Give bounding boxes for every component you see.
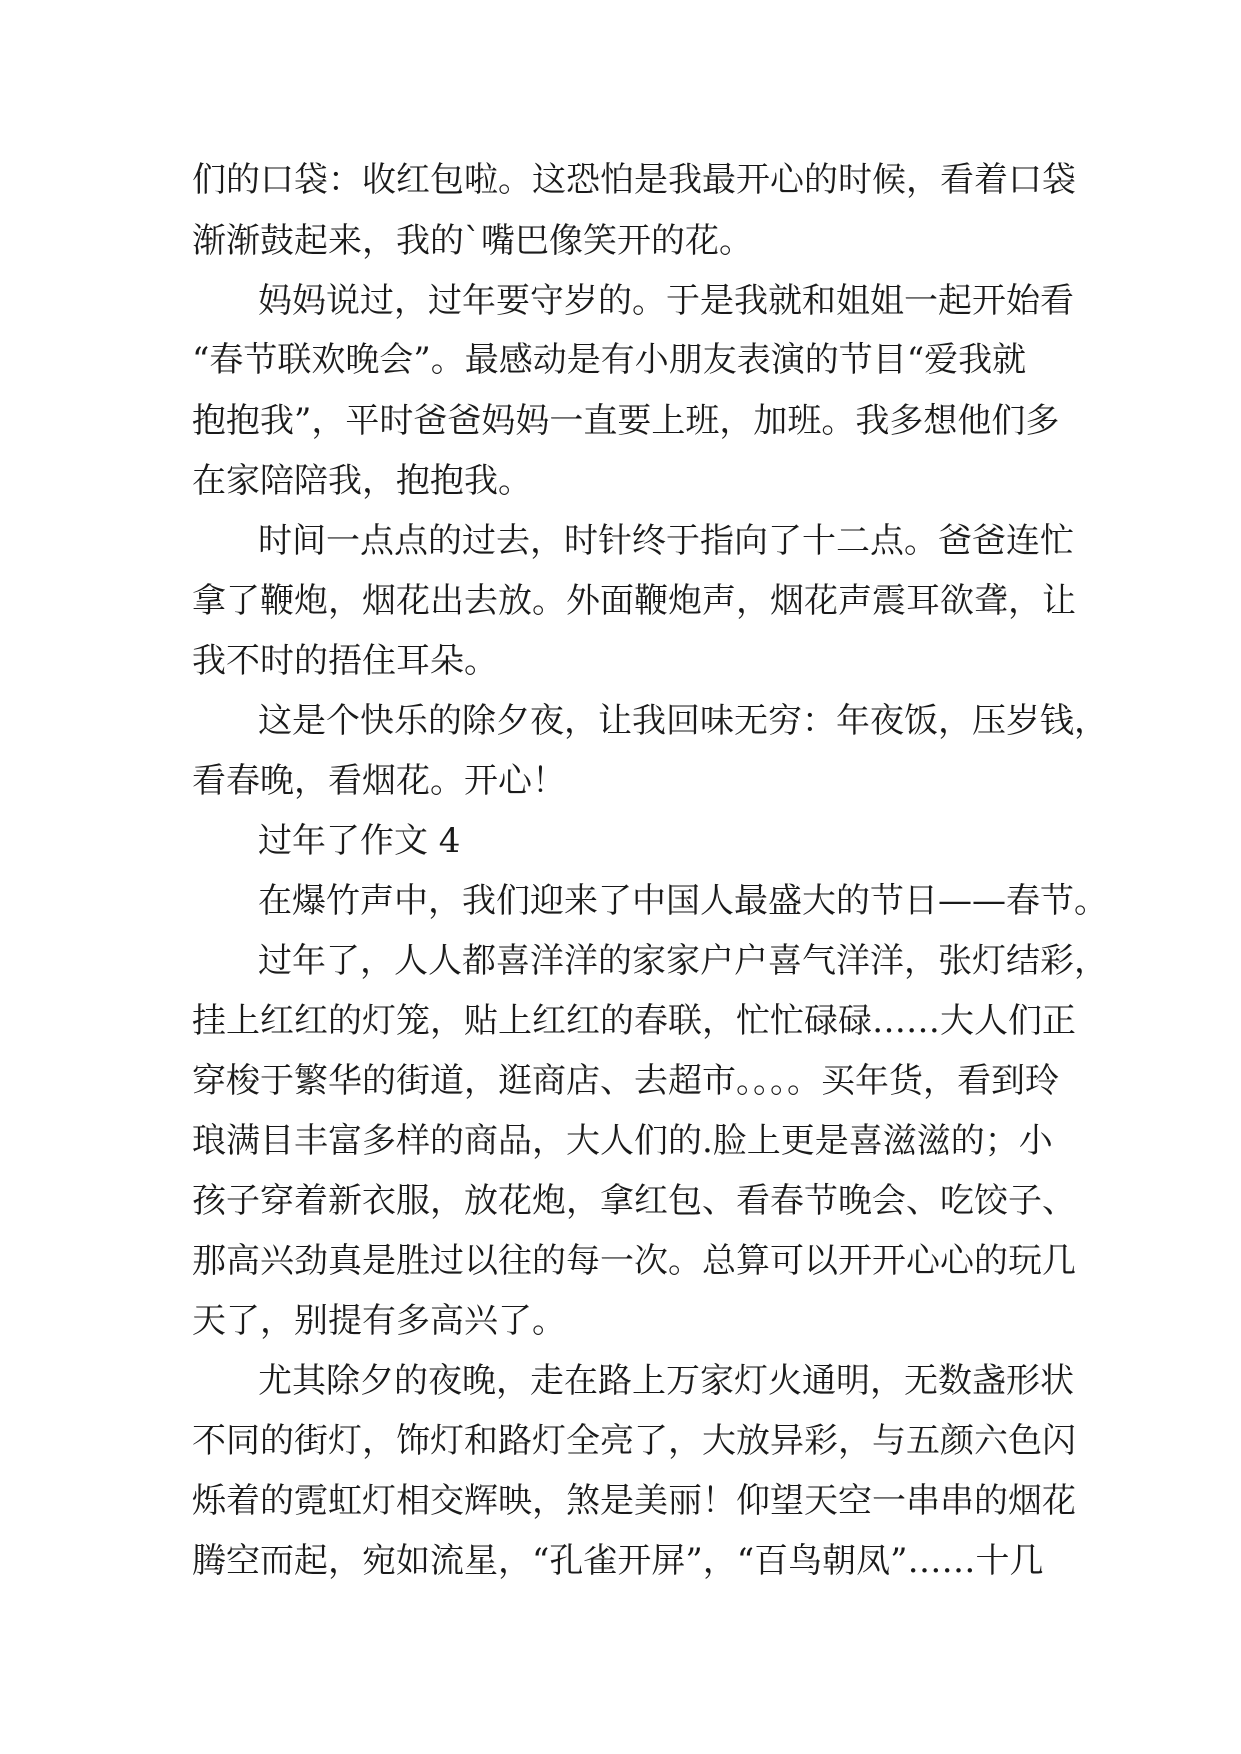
text-line-16: 穿梭于繁华的街道，逛商店、去超市。。。。买年货，看到玲 [192, 1061, 1059, 1101]
text-line-17: 琅满目丰富多样的商品，大人们的.脸上更是喜滋滋的；小 [192, 1121, 1053, 1161]
text-line-19: 那高兴劲真是胜过以往的每一次。总算可以开开心心的玩几 [192, 1241, 1076, 1281]
text-line-22: 不同的街灯，饰灯和路灯全亮了，大放异彩，与五颜六色闪 [192, 1421, 1076, 1461]
paragraph-start-line-10: 这是个快乐的除夕夜，让我回味无穷：年夜饭，压岁钱， [258, 701, 1108, 741]
text-line-2: 渐渐鼓起来，我的`嘴巴像笑开的花。 [192, 221, 753, 261]
text-line-23: 烁着的霓虹灯相交辉映，煞是美丽！仰望天空一串串的烟花 [192, 1481, 1076, 1521]
paragraph-start-line-3: 妈妈说过，过年要守岁的。于是我就和姐姐一起开始看 [258, 281, 1074, 321]
text-line-18: 孩子穿着新衣服，放花炮，拿红包、看春节晚会、吃饺子、 [192, 1181, 1076, 1221]
paragraph-start-line-7: 时间一点点的过去，时针终于指向了十二点。爸爸连忙 [258, 521, 1074, 561]
text-line-24: 腾空而起，宛如流星，“孔雀开屏”，“百鸟朝凤”……十几 [192, 1541, 1044, 1581]
paragraph-start-line-14: 过年了，人人都喜洋洋的家家户户喜气洋洋，张灯结彩， [258, 941, 1108, 981]
text-line-15: 挂上红红的灯笼，贴上红红的春联，忙忙碌碌……大人们正 [192, 1001, 1076, 1041]
text-line-5: 抱抱我”，平时爸爸妈妈一直要上班，加班。我多想他们多 [192, 401, 1060, 441]
text-line-11: 看春晚，看烟花。开心！ [192, 761, 566, 801]
text-line-9: 我不时的捂住耳朵。 [192, 641, 498, 681]
text-line-1: 们的口袋：收红包啦。这恐怕是我最开心的时候，看着口袋 [192, 160, 1076, 200]
text-line-4: “春节联欢晚会”。最感动是有小朋友表演的节目“爱我就 [192, 340, 1027, 380]
section-heading: 过年了作文 4 [258, 821, 461, 861]
text-line-6: 在家陪陪我，抱抱我。 [192, 461, 532, 501]
text-line-8: 拿了鞭炮，烟花出去放。外面鞭炮声，烟花声震耳欲聋，让 [192, 581, 1076, 621]
paragraph-start-line-21: 尤其除夕的夜晚，走在路上万家灯火通明，无数盏形状 [258, 1361, 1074, 1401]
text-line-20: 天了，别提有多高兴了。 [192, 1301, 566, 1341]
paragraph-start-line-13: 在爆竹声中，我们迎来了中国人最盛大的节日——春节。 [258, 881, 1108, 921]
